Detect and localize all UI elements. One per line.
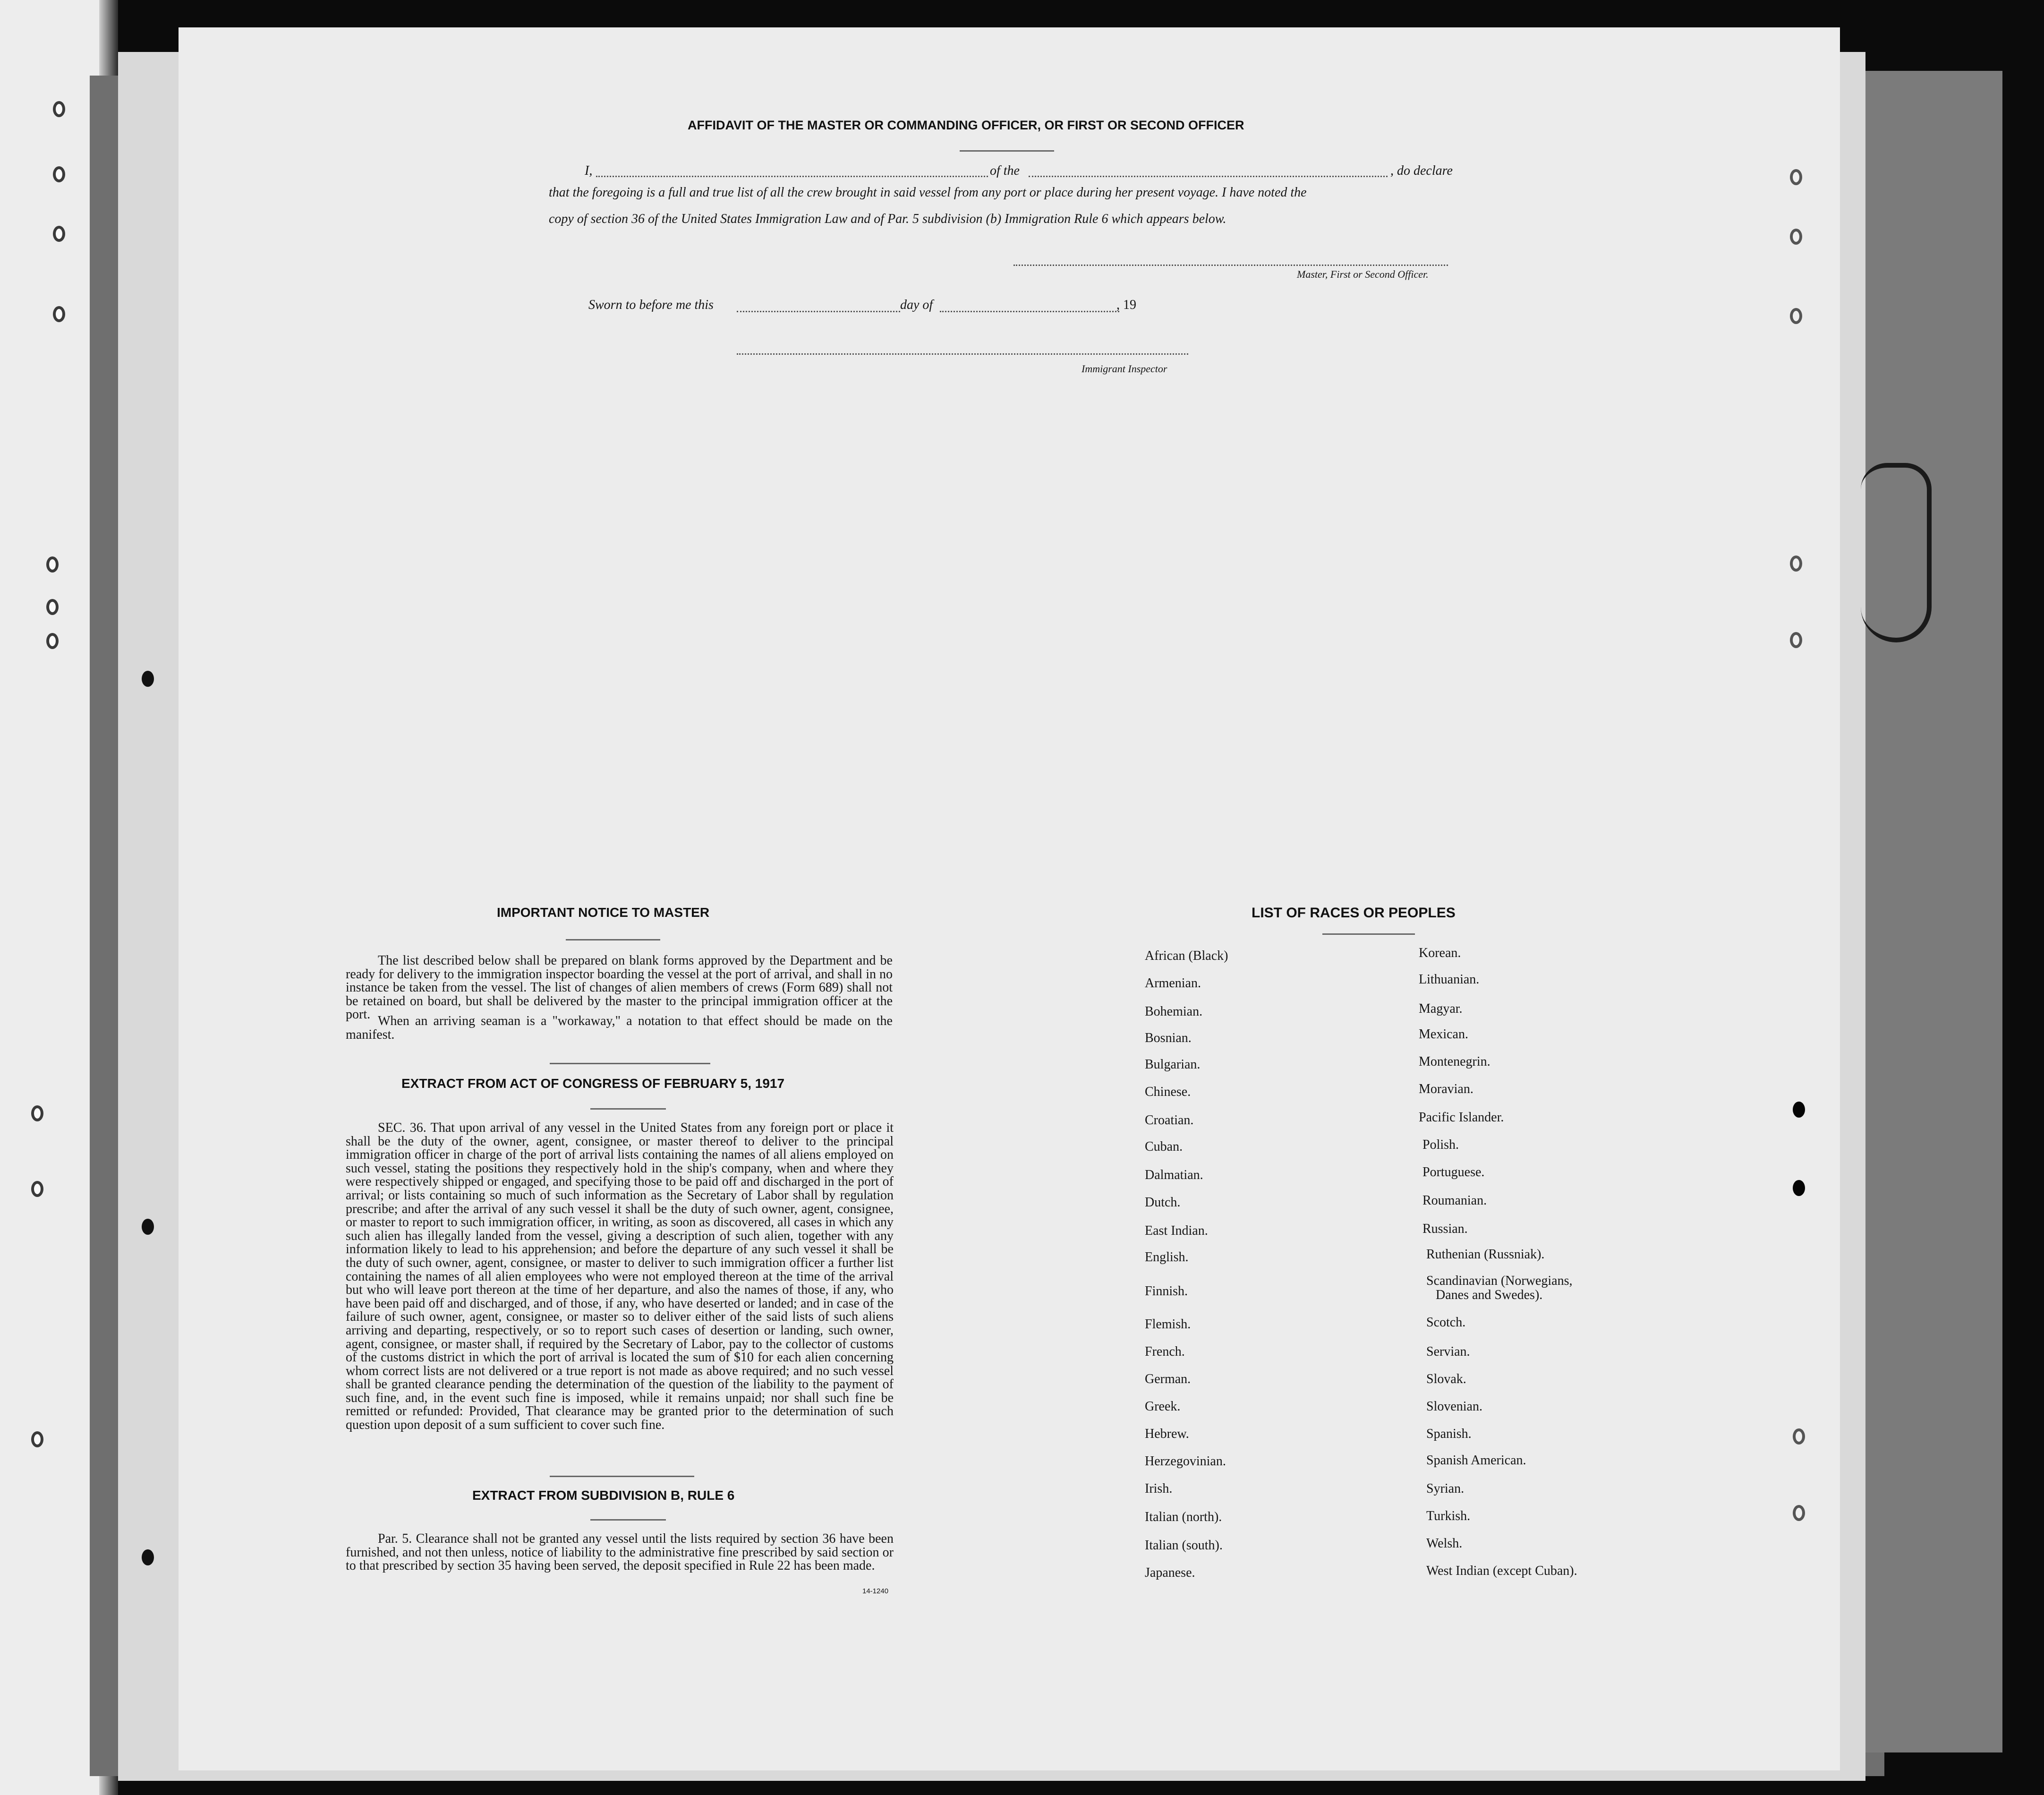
notice-title-rule: [566, 939, 660, 940]
race-item: Scandinavian (Norwegians,: [1426, 1274, 1573, 1288]
affidavit-title: AFFIDAVIT OF THE MASTER OR COMMANDING OFFICER, OR FIRST OR SECOND OFFICER: [688, 118, 1244, 132]
race-item: Lithuanian.: [1419, 972, 1480, 987]
race-item: Roumanian.: [1422, 1193, 1487, 1208]
punch-hole: [31, 1431, 43, 1447]
race-item: Danes and Swedes).: [1436, 1288, 1543, 1302]
affidavit-line-3: copy of section 36 of the United States Immigration Law and of Par. 5 subdivision (b) Immigration Rule 6 which appears below.: [549, 212, 1226, 226]
punch-hole: [46, 599, 59, 615]
race-item: Russian.: [1422, 1222, 1468, 1236]
punch-hole: [1793, 1428, 1805, 1445]
race-item: Greek.: [1145, 1399, 1181, 1414]
race-item: Portuguese.: [1422, 1165, 1485, 1180]
race-item: Pacific Islander.: [1419, 1110, 1504, 1125]
race-item: African (Black): [1145, 949, 1228, 963]
punch-hole: [1793, 1102, 1805, 1118]
race-item: Irish.: [1145, 1481, 1173, 1496]
punch-hole: [1793, 1505, 1805, 1521]
race-item: Italian (north).: [1145, 1510, 1222, 1524]
punch-hole: [53, 306, 65, 322]
manifest-page: [179, 27, 1840, 1770]
race-item: Montenegrin.: [1419, 1054, 1490, 1069]
punch-hole: [1790, 632, 1802, 648]
punch-hole: [53, 101, 65, 117]
affidavit-of-the: of the: [990, 163, 1020, 178]
punch-hole: [1790, 556, 1802, 572]
affidavit-do-declare: , do declare: [1390, 163, 1453, 178]
extract-rule-rule: [590, 1519, 666, 1521]
par-5-text: Par. 5. Clearance shall not be granted any vessel until the lists required by section 36 have been furnished, and not then unless, notice of liability to the administrative fine prescribed by said section or to that prescribed by section 35 having been served, the deposit specified in Rule 22 has been made.: [346, 1531, 894, 1573]
affidavit-title-rule: [960, 150, 1054, 152]
vessel-blank: [1029, 176, 1388, 177]
punch-hole: [53, 166, 65, 182]
year-label: , 19: [1116, 298, 1136, 312]
punch-hole: [142, 671, 154, 687]
punch-hole: [46, 556, 59, 573]
race-item: Hebrew.: [1145, 1427, 1189, 1441]
form-number: 14-1240: [862, 1587, 889, 1595]
race-item: Turkish.: [1426, 1509, 1471, 1523]
notice-paragraph-2: When an arriving seaman is a "workaway," a notation to that effect should be made on the manifest.: [346, 1014, 893, 1042]
race-item: East Indian.: [1145, 1223, 1208, 1238]
notice-paragraph-1: The list described below shall be prepared on blank forms approved by the Department and be ready for delivery to the immigration inspector boarding the vessel at the port of arrival, and shall in no instance be taken from the vessel. The list of changes of alien members of crews (Form 689) shall not be retained on board, but shall be delivered by the master to the principal immigration officer at the port.: [346, 953, 893, 1022]
races-title-rule: [1322, 933, 1415, 935]
race-item: Dutch.: [1145, 1195, 1181, 1210]
extract-act-title: EXTRACT FROM ACT OF CONGRESS OF FEBRUARY 5, 1917: [401, 1076, 785, 1091]
race-item: Croatian.: [1145, 1113, 1194, 1128]
race-item: English.: [1145, 1250, 1189, 1265]
race-item: Flemish.: [1145, 1317, 1191, 1332]
race-item: Welsh.: [1426, 1536, 1463, 1551]
race-item: Armenian.: [1145, 976, 1201, 991]
race-item: Polish.: [1422, 1137, 1459, 1152]
day-of-label: day of: [900, 298, 933, 312]
punch-hole: [1790, 308, 1802, 324]
race-item: Moravian.: [1419, 1082, 1473, 1096]
race-item: Korean.: [1419, 946, 1461, 960]
notice-divider: [550, 1063, 710, 1064]
punch-hole: [1790, 229, 1802, 245]
race-item: Japanese.: [1145, 1565, 1195, 1580]
race-item: Magyar.: [1419, 1001, 1463, 1016]
extract-act-rule: [590, 1108, 666, 1110]
punch-hole: [142, 1549, 154, 1565]
extract-rule-title: EXTRACT FROM SUBDIVISION B, RULE 6: [472, 1488, 735, 1503]
month-blank: [940, 311, 1119, 312]
punch-hole: [1793, 1180, 1805, 1196]
inspector-signature-line: [737, 353, 1188, 355]
section-36-text: SEC. 36. That upon arrival of any vessel in the United States from any foreign port or place it shall be the duty of the owner, agent, consignee, or master thereof to deliver to the principal immigration officer in charge of the port of arrival lists containing the names of all aliens employed on such vessel, stating the positions they respectively hold in the ship's company, when and where they were respectively shipped or engaged, and specifying those to be paid off and discharged in the port of arrival; or lists containing so much of such information as the Secretary of Labor shall by regulation prescribe; and after the arrival of any such vessel it shall be the duty of such owner, agent, consignee, or master to report to such immigration officer, in writing, as soon as discovered, all cases in which any such alien has illegally landed from the vessel, giving a description of such alien, together with any information likely to lead to his apprehension; and before the departure of any such vessel it shall be the duty of such owner, agent, consignee, or master to deliver to such immigration officer a further list containing the names of all alien employees who were not employed thereon at the time of the arrival but who will leave port thereon at the time of her departure, and also the names of those, if any, who have been paid off and discharged, and of those, if any, who have deserted or landed; and in case of the failure of such owner, agent, consignee, or master so to deliver either of the said lists of such aliens arriving and departing, respectively, or so to report such cases of desertion or landing, such owner, agent, consignee, or master shall, if required by the Secretary of Labor, pay to the collector of customs of the customs district in which the port of arrival is located the sum of $10 for each alien concerning whom correct lists are not delivered or a true report is not made as above required; and no such vessel shall be granted clearance pending the determination of the question of the liability to the payment of such fine, and, in the event such fine is imposed, while it remains unpaid; nor shall such fine be remitted or refunded: Provided, That clearance may be granted prior to the determination of such question upon deposit of a sum sufficient to cover such fine.: [346, 1120, 894, 1433]
race-item: Syrian.: [1426, 1481, 1465, 1496]
race-item: Cuban.: [1145, 1139, 1183, 1154]
race-item: Herzegovinian.: [1145, 1454, 1226, 1469]
sworn-label: Sworn to before me this: [588, 298, 714, 312]
race-item: Dalmatian.: [1145, 1168, 1203, 1182]
punch-hole: [31, 1181, 43, 1197]
race-item: Spanish.: [1426, 1427, 1472, 1441]
punch-hole: [31, 1105, 43, 1121]
race-item: Mexican.: [1419, 1027, 1468, 1042]
race-item: West Indian (except Cuban).: [1426, 1564, 1577, 1578]
inspector-caption: Immigrant Inspector: [1082, 363, 1167, 375]
binding-cord: [1861, 463, 1932, 642]
notice-title: IMPORTANT NOTICE TO MASTER: [497, 905, 710, 920]
race-item: Italian (south).: [1145, 1538, 1223, 1553]
race-item: Servian.: [1426, 1344, 1470, 1359]
punch-hole: [46, 633, 59, 649]
race-item: Bulgarian.: [1145, 1057, 1201, 1072]
race-item: Bohemian.: [1145, 1004, 1203, 1019]
race-item: Spanish American.: [1426, 1453, 1526, 1468]
punch-hole: [53, 226, 65, 242]
race-item: Finnish.: [1145, 1284, 1188, 1299]
race-item: Ruthenian (Russniak).: [1426, 1247, 1545, 1262]
race-item: Scotch.: [1426, 1315, 1466, 1330]
signature-line: [1013, 265, 1448, 266]
race-item: Slovak.: [1426, 1372, 1466, 1386]
race-item: Bosnian.: [1145, 1031, 1192, 1045]
day-blank: [737, 311, 900, 312]
race-item: German.: [1145, 1372, 1191, 1386]
punch-hole: [142, 1219, 154, 1235]
affidavit-i: I,: [585, 163, 593, 178]
races-title: LIST OF RACES OR PEOPLES: [1252, 905, 1456, 921]
extract-act-divider: [550, 1476, 694, 1477]
affidavit-line-2: that the foregoing is a full and true list of all the crew brought in said vessel from any port or place during her present voyage. I have noted the: [549, 185, 1307, 200]
name-blank: [596, 176, 988, 177]
signature-caption: Master, First or Second Officer.: [1297, 268, 1429, 280]
punch-hole: [1790, 169, 1802, 185]
race-item: French.: [1145, 1344, 1185, 1359]
race-item: Chinese.: [1145, 1085, 1191, 1099]
race-item: Slovenian.: [1426, 1399, 1482, 1414]
